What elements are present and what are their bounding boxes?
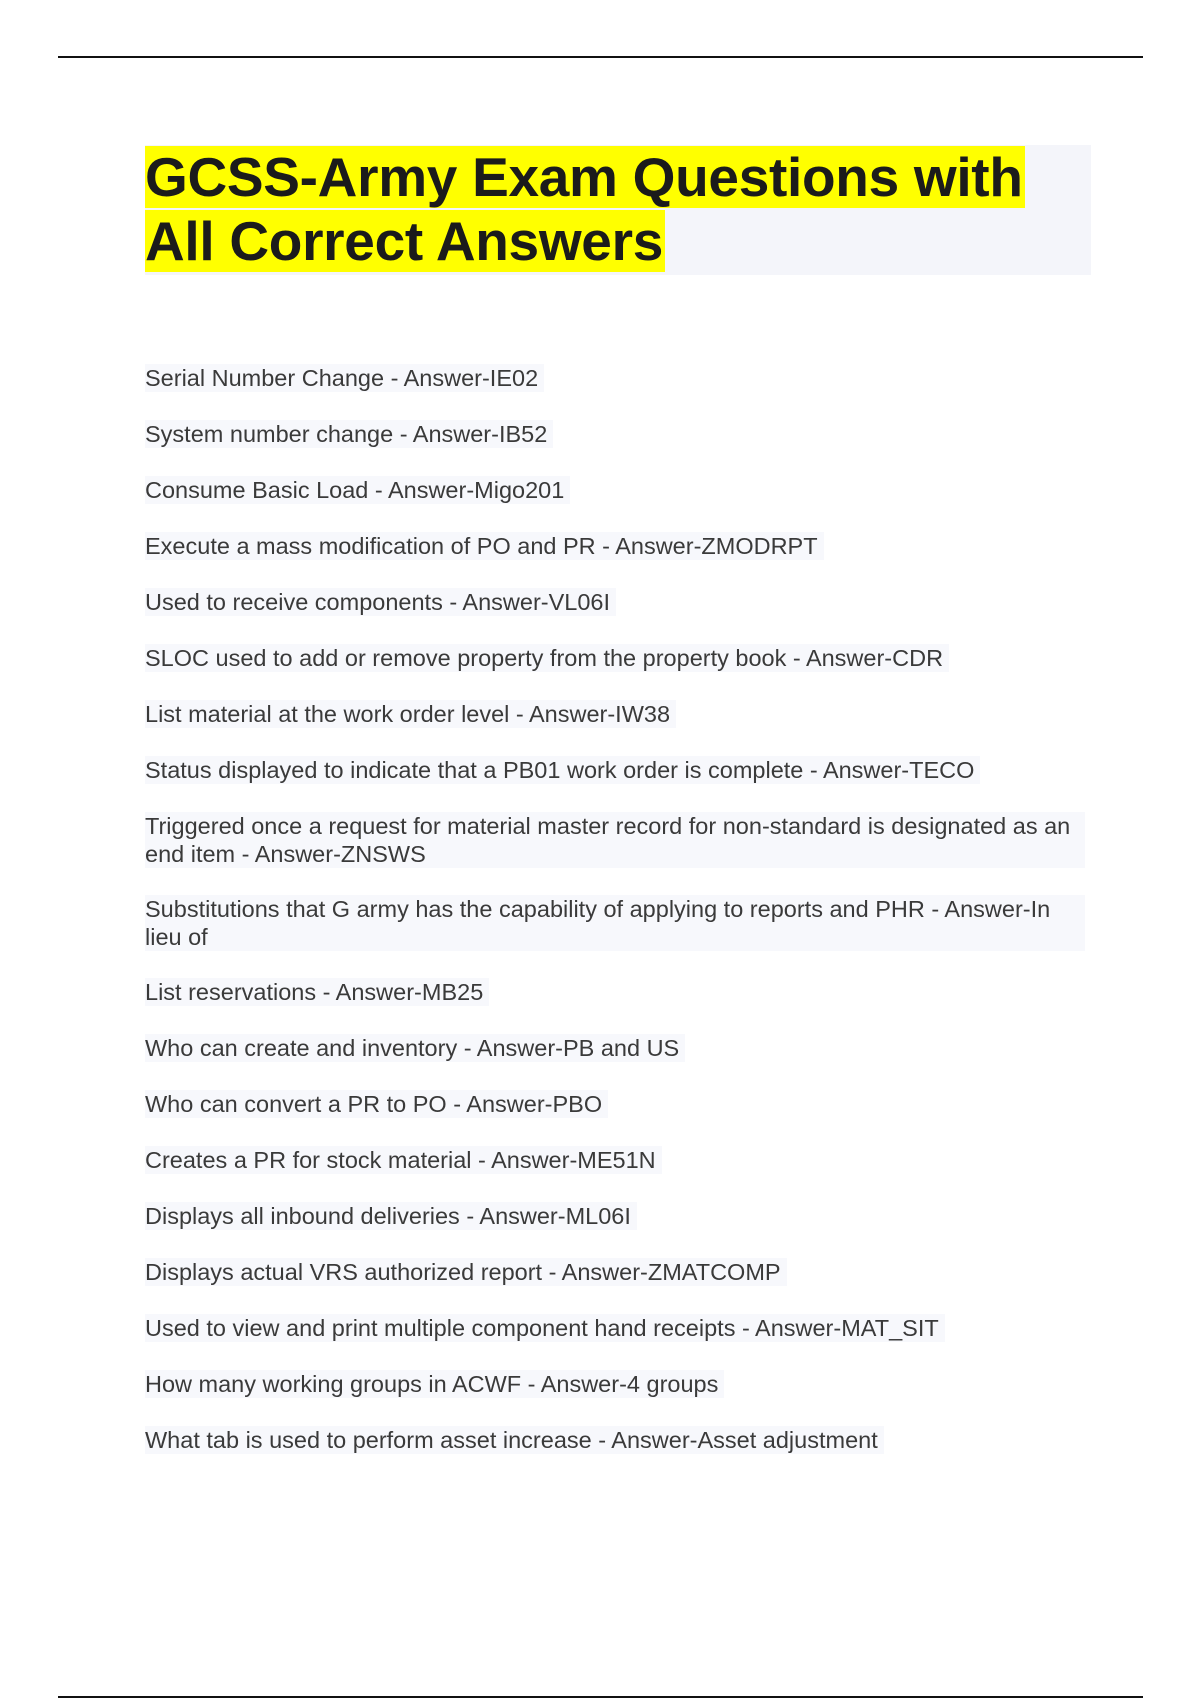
qa-item: Triggered once a request for material master record for non-standard is designated as an end item - Answer-ZNSWS (145, 812, 1085, 868)
qa-item: SLOC used to add or remove property from the property book - Answer-CDR (145, 644, 949, 672)
qa-item: Status displayed to indicate that a PB01 work order is complete - Answer-TECO (145, 756, 980, 784)
qa-item: System number change - Answer-IB52 (145, 420, 553, 448)
qa-list (145, 364, 1085, 1482)
qa-item: Who can convert a PR to PO - Answer-PBO (145, 1090, 608, 1118)
qa-item: List reservations - Answer-MB25 (145, 978, 489, 1006)
bottom-rule (58, 1696, 1143, 1698)
title-block (145, 145, 1091, 275)
qa-item: Who can create and inventory - Answer-PB and US (145, 1034, 685, 1062)
qa-item: Displays all inbound deliveries - Answer-ML06I (145, 1202, 637, 1230)
qa-item: List material at the work order level - Answer-IW38 (145, 700, 676, 728)
top-rule (58, 56, 1143, 58)
qa-item: What tab is used to perform asset increase - Answer-Asset adjustment (145, 1426, 884, 1454)
qa-item: Execute a mass modification of PO and PR - Answer-ZMODRPT (145, 532, 824, 560)
qa-item: Used to view and print multiple component hand receipts - Answer-MAT_SIT (145, 1314, 945, 1342)
qa-item: Serial Number Change - Answer-IE02 (145, 364, 544, 392)
title-line-2: All Correct Answers (145, 210, 663, 272)
qa-item: Consume Basic Load - Answer-Migo201 (145, 476, 570, 504)
qa-item: How many working groups in ACWF - Answer-4 groups (145, 1370, 724, 1398)
qa-item: Displays actual VRS authorized report - Answer-ZMATCOMP (145, 1258, 787, 1286)
page-title (145, 145, 1091, 273)
qa-item: Used to receive components - Answer-VL06I (145, 588, 616, 616)
qa-item: Substitutions that G army has the capability of applying to reports and PHR - Answer-In lieu of (145, 895, 1085, 951)
title-line-1: GCSS-Army Exam Questions with (145, 146, 1023, 208)
qa-item: Creates a PR for stock material - Answer-ME51N (145, 1146, 662, 1174)
